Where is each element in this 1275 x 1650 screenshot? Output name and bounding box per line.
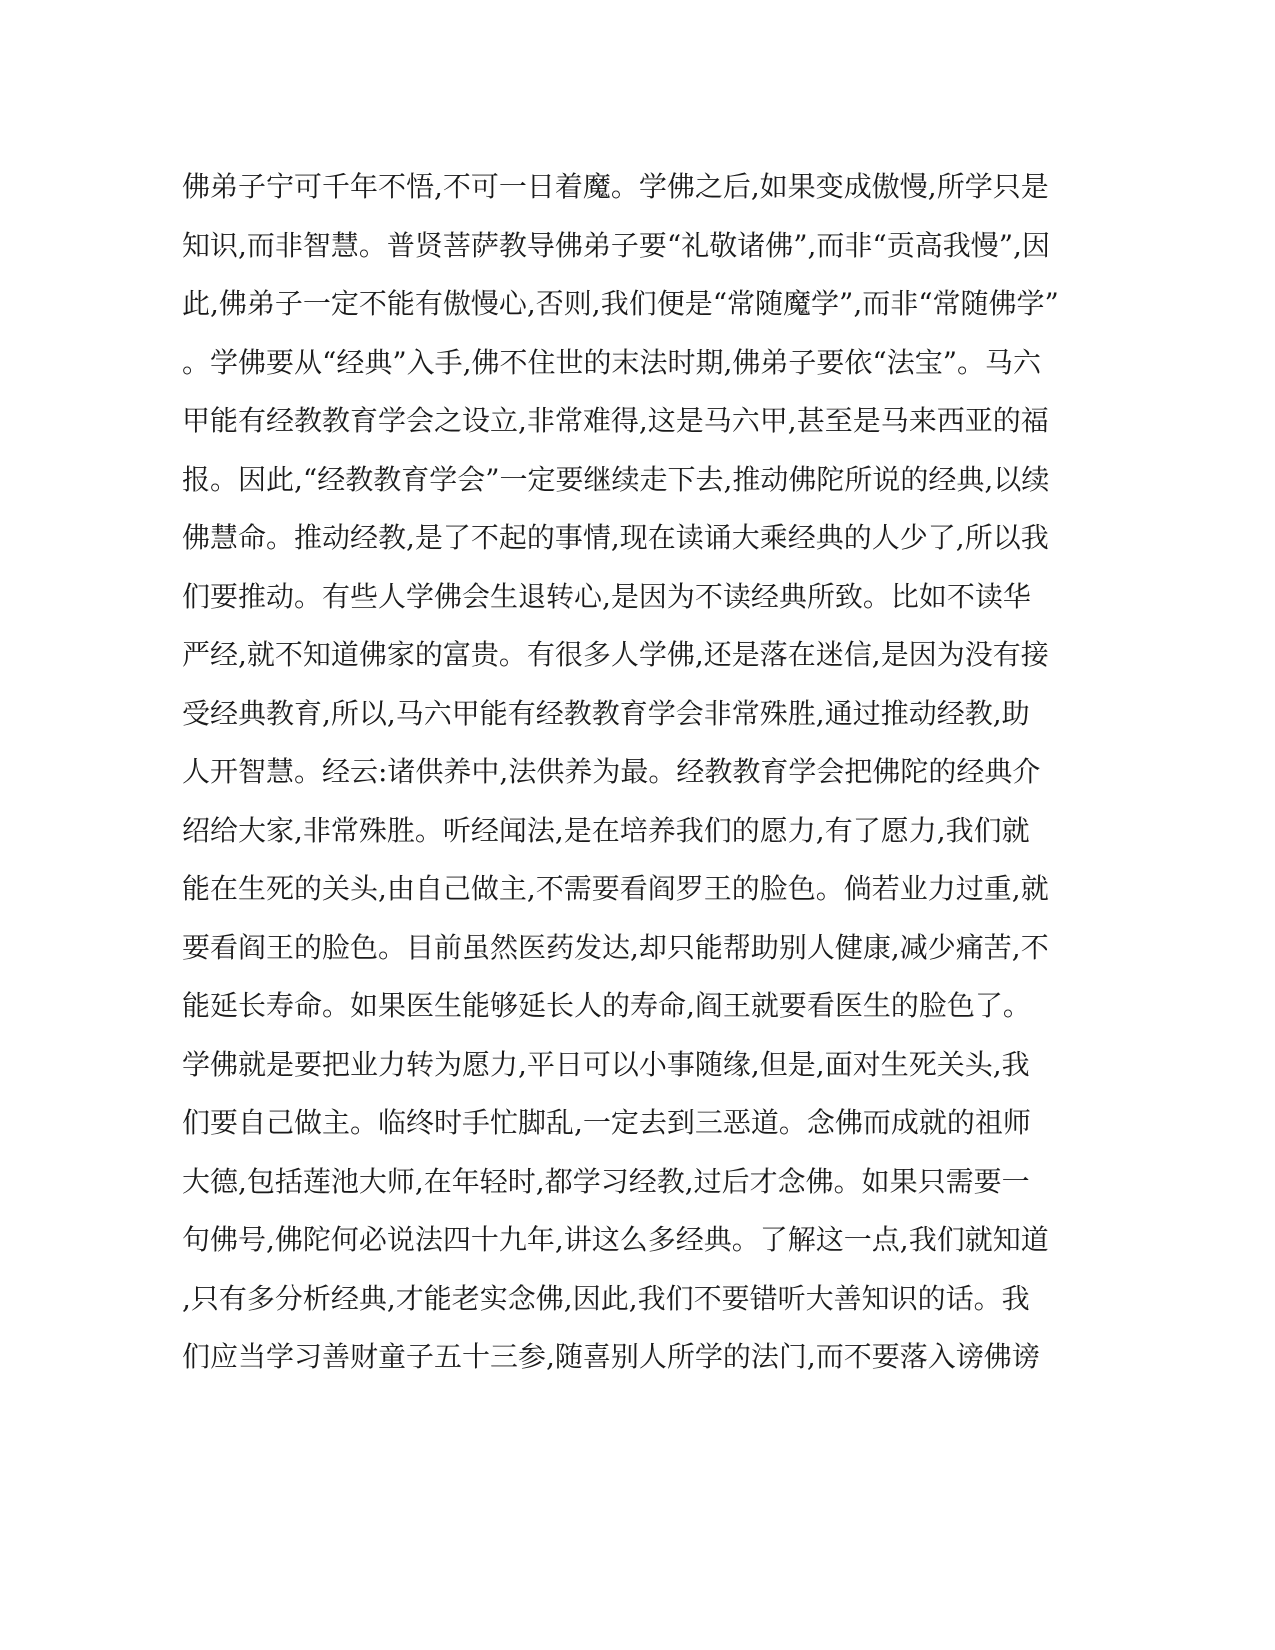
text-line: 能在生死的关头,由自己做主,不需要看阎罗王的脸色。倘若业力过重,就 [182, 872, 1049, 905]
text-line: 此,佛弟子一定不能有傲慢心,否则,我们便是“常随魔学”,而非“常随佛学” [182, 287, 1059, 320]
body-text [182, 158, 1059, 1387]
text-line: 要看阎王的脸色。目前虽然医药发达,却只能帮助别人健康,减少痛苦,不 [182, 930, 1049, 964]
text-line: 受经典教育,所以,马六甲能有经教教育学会非常殊胜,通过推动经教,助 [182, 696, 1030, 730]
text-line: 们要自己做主。临终时手忙脚乱,一定去到三恶道。念佛而成就的祖师 [182, 1106, 1031, 1139]
text-line: ,只有多分析经典,才能老实念佛,因此,我们不要错听大善知识的话。我 [182, 1281, 1030, 1315]
text-line: 绍给大家,非常殊胜。听经闻法,是在培养我们的愿力,有了愿力,我们就 [182, 813, 1030, 847]
text-line: 佛慧命。推动经教,是了不起的事情,现在读诵大乘经典的人少了,所以我 [182, 521, 1049, 554]
text-line: 甲能有经教教育学会之设立,非常难得,这是马六甲,甚至是马来西亚的福 [182, 404, 1049, 437]
text-line: 学佛就是要把业力转为愿力,平日可以小事随缘,但是,面对生死关头,我 [182, 1047, 1030, 1081]
text-line: 佛弟子宁可千年不悟,不可一日着魔。学佛之后,如果变成傲慢,所学只是 [182, 170, 1049, 203]
text-line: 报。因此,“经教教育学会”一定要继续走下去,推动佛陀所说的经典,以续 [182, 462, 1050, 496]
text-line: 能延长寿命。如果医生能够延长人的寿命,阎王就要看医生的脸色了。 [182, 989, 1031, 1022]
text-line: 句佛号,佛陀何必说法四十九年,讲这么多经典。了解这一点,我们就知道 [182, 1223, 1049, 1256]
text-line: 们应当学习善财童子五十三参,随喜别人所学的法门,而不要落入谤佛谤 [182, 1340, 1040, 1373]
text-line: 大德,包括莲池大师,在年轻时,都学习经教,过后才念佛。如果只需要一 [182, 1164, 1030, 1198]
text-line: 知识,而非智慧。普贤菩萨教导佛弟子要“礼敬诸佛”,而非“贡高我慢”,因 [182, 228, 1050, 262]
text-line: 。学佛要从“经典”入手,佛不住世的末法时期,佛弟子要依“法宝”。马六 [182, 345, 1042, 379]
text-line: 们要推动。有些人学佛会生退转心,是因为不读经典所致。比如不读华 [182, 579, 1031, 613]
text-line: 严经,就不知道佛家的富贵。有很多人学佛,还是落在迷信,是因为没有接 [182, 638, 1049, 671]
text-line: 人开智慧。经云:诸供养中,法供养为最。经教教育学会把佛陀的经典介 [182, 755, 1041, 788]
